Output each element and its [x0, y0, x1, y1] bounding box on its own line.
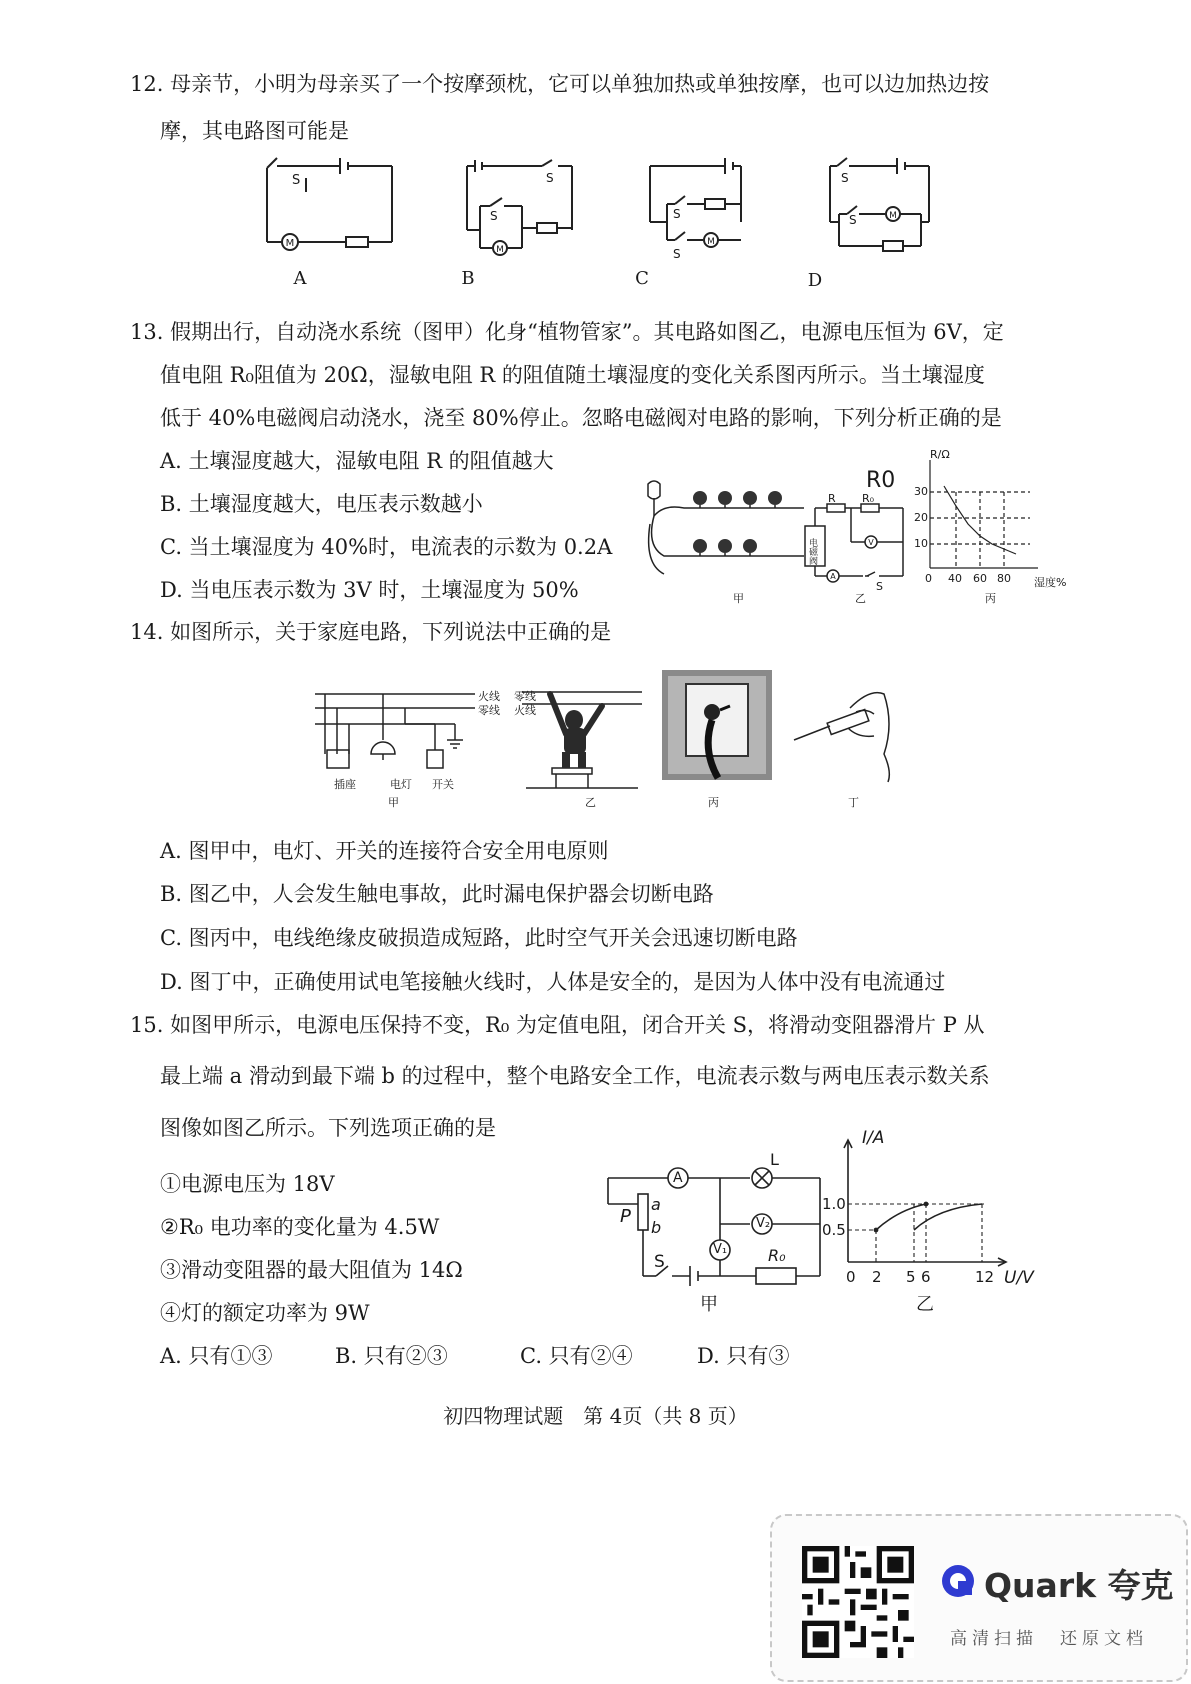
q13-graph-y-tick-30: 30: [914, 485, 928, 498]
q13-option-c: C. 当土壤湿度为 40%时，电流表的示数为 0.2A: [160, 535, 613, 559]
q15-line3: 图像如图乙所示。下列选项正确的是: [160, 1116, 496, 1140]
q13-r0-handwritten: R0: [866, 468, 896, 493]
q15-graph-x-tick-6: 6: [921, 1268, 931, 1286]
q15-option-b: B. 只有②③: [335, 1344, 448, 1368]
q13-graph-x-tick-80: 80: [997, 572, 1011, 585]
svg-text:M: M: [285, 238, 295, 249]
svg-text:S: S: [292, 173, 301, 188]
q13-option-d: D. 当电压表示数为 3V 时，土壤湿度为 50%: [160, 578, 579, 602]
q14-fig-ding-label: 丁: [848, 796, 859, 809]
q14-fig2-neutral-label: 零线: [514, 690, 536, 703]
q14-switch-label: 开关: [432, 778, 454, 791]
q13-circuit-figure: [803, 496, 913, 586]
q15-line1: 15. 如图甲所示，电源电压保持不变，R₀ 为定值电阻，闭合开关 S，将滑动变阻器滑片 P 从: [130, 1013, 985, 1037]
q13-fig-yi-label: 乙: [855, 592, 866, 605]
q15-r0-label: R₀: [768, 1246, 786, 1265]
q14-option-b: B. 图乙中，人会发生触电事故，此时漏电保护器会切断电路: [160, 882, 714, 906]
q13-graph-x-tick-40: 40: [948, 572, 962, 585]
q15-option-a: A. 只有①③: [160, 1344, 273, 1368]
q15-graph-x-axis-label: U/V: [1004, 1268, 1034, 1288]
q15-lamp-label: L: [770, 1150, 779, 1169]
q12-circuit-d: [825, 158, 965, 258]
quark-logo-icon: [940, 1563, 976, 1599]
q14-fig-jia-label: 甲: [388, 796, 399, 809]
q15-graph-y-tick-05: 0.5: [822, 1221, 846, 1239]
q13-watering-system-figure: [640, 476, 790, 586]
q13-graph-x-axis-label: 湿度%: [1034, 576, 1067, 589]
quark-tagline: 高清扫描 还原文档: [950, 1629, 1148, 1649]
quark-watermark: [770, 1514, 1188, 1682]
q13-fig-jia-label: 甲: [733, 592, 744, 605]
svg-text:S: S: [490, 209, 498, 223]
q13-graph-x-tick-0: 0: [925, 572, 932, 585]
q14-socket-label: 插座: [334, 778, 356, 791]
q13-r-label: R: [828, 492, 836, 505]
q15-graph-x-tick-5: 5: [906, 1268, 916, 1286]
q15-statement-1: ①电源电压为 18V: [160, 1172, 335, 1196]
q15-option-d: D. 只有③: [697, 1344, 790, 1368]
q14-damaged-socket-figure: [662, 670, 772, 780]
q15-switch-s-label: S: [654, 1252, 665, 1272]
q13-graph-y-tick-20: 20: [914, 511, 928, 524]
svg-text:S: S: [673, 247, 681, 261]
q15-graph-x-tick-12: 12: [975, 1268, 995, 1286]
q14-option-c: C. 图丙中，电线绝缘皮破损造成短路，此时空气开关会迅速切断电路: [160, 926, 798, 950]
q14-option-d: D. 图丁中，正确使用试电笔接触火线时，人体是安全的，是因为人体中没有电流通过: [160, 970, 946, 994]
q15-graph-y-axis-label: I/A: [862, 1128, 885, 1148]
q12-label-c: C: [635, 268, 649, 289]
q15-iu-graph: [846, 1136, 1036, 1276]
svg-text:S: S: [849, 213, 857, 227]
q15-graph-fig-label: 乙: [916, 1294, 934, 1315]
q12-circuit-b: [462, 158, 602, 258]
qr-code-icon: [802, 1546, 914, 1658]
svg-text:M: M: [707, 237, 715, 247]
q12-line1: 12. 母亲节，小明为母亲买了一个按摩颈枕，它可以单独加热或单独按摩，也可以边加热边按: [130, 72, 990, 96]
q14-fig-bing-label: 丙: [708, 796, 719, 809]
q13-option-a: A. 土壤湿度越大，湿敏电阻 R 的阻值越大: [160, 449, 554, 473]
q14-stem: 14. 如图所示，关于家庭电路，下列说法中正确的是: [130, 620, 612, 644]
q15-statement-4: ④灯的额定功率为 9W: [160, 1301, 370, 1325]
q15-statement-3: ③滑动变阻器的最大阻值为 14Ω: [160, 1258, 463, 1282]
svg-text:S: S: [673, 207, 681, 221]
q15-ammeter-label: A: [673, 1170, 683, 1186]
q14-neutral-line-label: 零线: [478, 704, 500, 717]
q13-line1: 13. 假期出行，自动浇水系统（图甲）化身“植物管家”。其电路如图乙，电源电压恒为 6V，定: [130, 320, 1004, 344]
svg-text:S: S: [546, 171, 554, 185]
q12-label-b: B: [461, 268, 475, 289]
svg-text:V: V: [868, 538, 874, 547]
q15-option-c: C. 只有②④: [520, 1344, 633, 1368]
svg-text:M: M: [889, 211, 897, 221]
q13-r0-label: R₀: [862, 492, 875, 505]
q15-graph-y-tick-1: 1.0: [822, 1195, 846, 1213]
q12-label-d: D: [807, 270, 823, 291]
q15-line2: 最上端 a 滑动到最下端 b 的过程中，整个电路安全工作，电流表示数与两电压表示数关系: [160, 1064, 990, 1088]
q13-line2: 值电阻 R₀阻值为 20Ω，湿敏电阻 R 的阻值随土壤湿度的变化关系图丙所示。当土壤湿度: [160, 363, 985, 387]
q15-graph-x-tick-0: 0: [846, 1268, 856, 1286]
q15-v2-label: V₂: [756, 1216, 771, 1231]
svg-text:S: S: [841, 171, 849, 185]
q13-humidity-graph: [920, 456, 1050, 576]
q13-s-label: S: [876, 580, 883, 593]
q12-label-a: A: [293, 268, 307, 289]
q15-circuit-figure: [600, 1150, 840, 1290]
q15-slider-p-label: P: [620, 1206, 631, 1227]
q14-electrocution-figure: [522, 676, 642, 796]
q13-line3: 低于 40%电磁阀启动浇水，浇至 80%停止。忽略电磁阀对电路的影响，下列分析正确的是: [160, 406, 1002, 430]
q15-slider-b-label: b: [651, 1218, 662, 1237]
q14-test-pen-figure: [790, 682, 900, 782]
svg-text:M: M: [496, 245, 504, 255]
q15-fig-jia-label: 甲: [700, 1294, 718, 1315]
q14-option-a: A. 图甲中，电灯、开关的连接符合安全用电原则: [160, 839, 609, 863]
q14-lamp-label: 电灯: [390, 778, 412, 791]
q13-fig-bing-label: 丙: [985, 592, 996, 605]
q14-fire-line-label: 火线: [478, 690, 500, 703]
q14-fig-yi-label: 乙: [585, 796, 596, 809]
q13-graph-y-axis-label: R/Ω: [930, 448, 950, 461]
q15-slider-a-label: a: [651, 1195, 661, 1214]
svg-text:A: A: [830, 572, 836, 581]
q12-circuit-a: [262, 158, 402, 258]
q13-graph-y-tick-10: 10: [914, 537, 928, 550]
quark-brand: Quark 夸克: [984, 1566, 1174, 1605]
page-footer: 初四物理试题 第 4页（共 8 页）: [443, 1404, 748, 1428]
q12-line2: 摩，其电路图可能是: [160, 119, 349, 143]
q13-graph-x-tick-60: 60: [973, 572, 987, 585]
q13-option-b: B. 土壤湿度越大，电压表示数越小: [160, 492, 483, 516]
q13-valve-label: 电磁阀: [807, 538, 817, 565]
q14-fig2-fire-label: 火线: [514, 704, 536, 717]
q15-statement-2: ②R₀ 电功率的变化量为 4.5W: [160, 1215, 440, 1239]
q12-circuit-c: [645, 158, 785, 261]
q15-graph-x-tick-2: 2: [872, 1268, 882, 1286]
q15-v1-label: V₁: [713, 1242, 728, 1257]
